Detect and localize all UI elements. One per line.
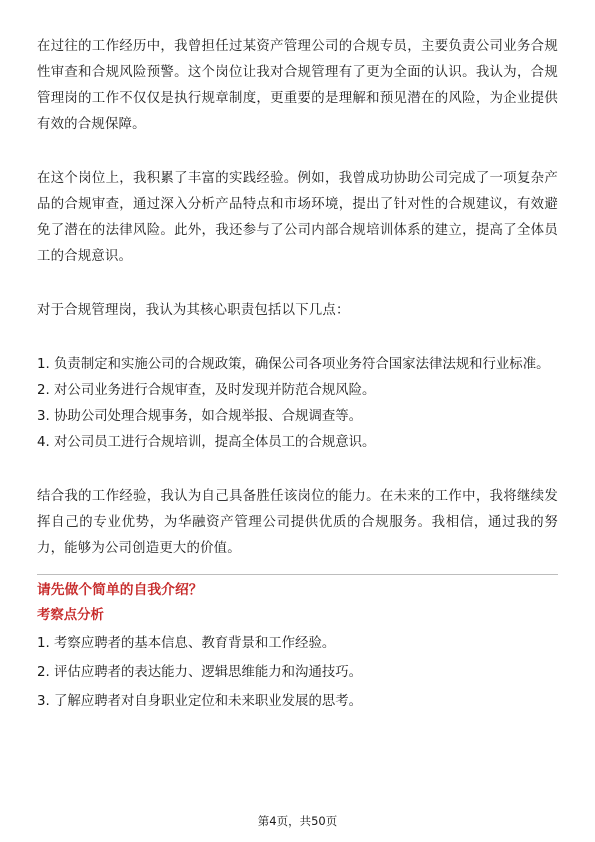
list-item: 1. 负责制定和实施公司的合规政策，确保公司各项业务符合国家法律法规和行业标准。	[37, 357, 550, 372]
paragraph-work-experience: 在过往的工作经历中，我曾担任过某资产管理公司的合规专员，主要负责公司业务合规性审查和合规风险预警。这个岗位让我对合规管理有了更为全面的认识。我认为，合规管理岗的工作不仅仅是执行规章制度，更重要的是理解和预见潜在的风险，为企业提供有效的合规保障。	[37, 39, 558, 132]
paragraph-closing: 结合我的工作经验，我认为自己具备胜任该岗位的能力。在未来的工作中，我将继续发挥自己的专业优势，为华融资产管理公司提供优质的合规服务。我相信，通过我的努力，能够为公司创造更大的价值。	[37, 489, 558, 556]
list-item: 2. 对公司业务进行合规审查，及时发现并防范合规风险。	[37, 383, 376, 398]
analysis-list	[37, 629, 558, 716]
list-item: 2. 评估应聘者的表达能力、逻辑思维能力和沟通技巧。	[37, 665, 363, 680]
list-item: 3. 了解应聘者对自身职业定位和未来职业发展的思考。	[37, 694, 363, 709]
list-item: 3. 协助公司处理合规事务，如合规举报、合规调查等。	[37, 409, 363, 424]
duties-list	[37, 352, 558, 456]
question-heading: 请先做个简单的自我介绍？	[37, 582, 203, 598]
analysis-heading: 考察点分析	[37, 608, 104, 623]
section-divider	[37, 574, 558, 575]
list-item: 4. 对公司员工进行合规培训，提高全体员工的合规意识。	[37, 435, 376, 450]
paragraph-practical-experience: 在这个岗位上，我积累了丰富的实践经验。例如，我曾成功协助公司完成了一项复杂产品的合规审查，通过深入分析产品特点和市场环境，提出了针对性的合规建议，有效避免了潜在的法律风险。此外，我还参与了公司内部合规培训体系的建立，提高了全体员工的合规意识。	[37, 171, 558, 264]
page-number: 第4页，共50页	[257, 814, 338, 828]
list-item: 1. 考察应聘者的基本信息、教育背景和工作经验。	[37, 636, 336, 651]
page-content	[37, 34, 558, 716]
paragraph-duties-intro: 对于合规管理岗，我认为其核心职责包括以下几点：	[37, 303, 350, 318]
